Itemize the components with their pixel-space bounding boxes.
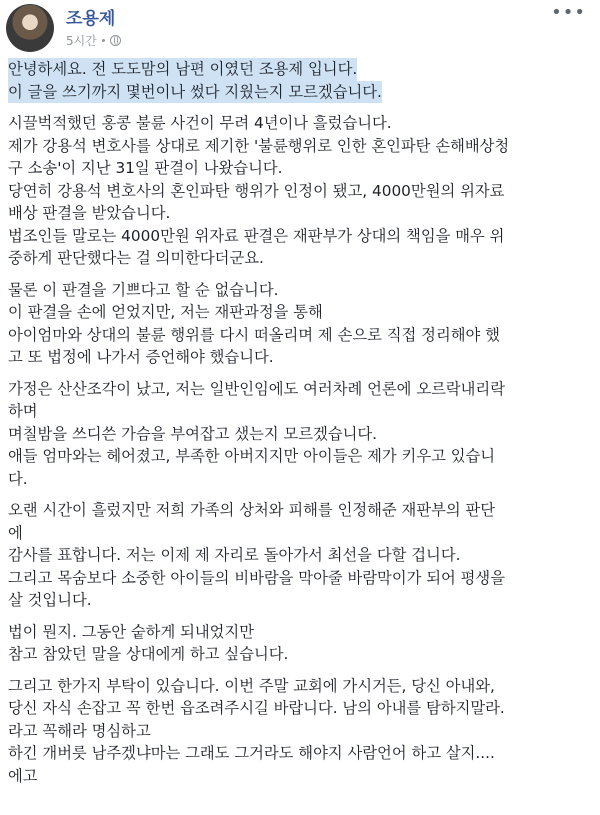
avatar[interactable] (6, 4, 54, 52)
post-text-line: 구 소송'이 지난 31일 판결이 나왔습니다. (8, 159, 283, 177)
post-text-line: 아이엄마와 상대의 불륜 행위를 다시 떠올리며 제 손으로 직접 정리해야 했 (8, 325, 500, 344)
post-text-line: 당신 자식 손잡고 꼭 한번 읍조려주시길 바랍니다. 남의 아내를 탐하지말라. (8, 699, 505, 717)
post-time[interactable]: 5시간 (66, 34, 97, 48)
post-text-line: 당연히 강용석 변호사의 혼인파탄 행위가 인정이 됐고, 4000만원의 위자료 (8, 181, 505, 200)
post-text-line: 시끌벅적했던 홍콩 불륜 사건이 무려 4년이나 흘렀습니다. (8, 114, 392, 132)
post-header (0, 0, 600, 56)
post-text-line: 애들 엄마와는 헤어졌고, 부족한 아버지지만 아이들은 제가 키우고 있습니 (8, 447, 496, 465)
post-text-line: 다. (8, 469, 28, 488)
post-text-line: 고 또 법정에 나가서 증언해야 했습니다. (8, 348, 274, 366)
post-paragraph (8, 58, 594, 103)
post-text-line: 하며 (8, 402, 38, 420)
globe-icon[interactable] (110, 35, 121, 46)
post-text-line: 이 판결을 손에 얻었지만, 저는 재판과정을 통해 (8, 303, 323, 321)
post-meta (66, 32, 121, 49)
post-text-line: 법이 뭔지. 그동안 숱하게 되내었지만 (8, 622, 254, 641)
post-text-line: 배상 판결을 받았습니다. (8, 204, 171, 222)
post-text-line: 오랜 시간이 흘렀지만 저희 가족의 상처와 피해를 인정해준 재판부의 판단 (8, 501, 496, 519)
post-text-line: 참고 참았던 말을 상대에게 하고 싶습니다. (8, 645, 289, 663)
post-paragraph (8, 378, 594, 491)
post-text-line: 감사를 표합니다. 저는 이제 제 자리로 돌아가서 최선을 다할 겁니다. (8, 546, 461, 564)
post-paragraph (8, 279, 594, 369)
post-text-line: 살 것입니다. (8, 591, 92, 609)
post-text-line: 그리고 한가지 부탁이 있습니다. 이번 주말 교회에 가시거든, 당신 아내와, (8, 676, 495, 695)
post-text-line: 이 글을 쓰기까지 몇번이나 썼다 지웠는지 모르겠습니다. (8, 81, 382, 104)
more-options-icon[interactable]: ••• (551, 2, 586, 23)
post-text-line: 중하게 판단했다는 걸 의미한다더군요. (8, 249, 264, 267)
post-text-line: 법조인들 말로는 4000만원 위자료 판결은 재판부가 상대의 책임을 매우 위 (8, 226, 505, 245)
post-paragraph (8, 112, 594, 270)
post-text-line: 제가 강용석 변호사를 상대로 제기한 '불륜행위로 인한 혼인파탄 손해배상청 (8, 136, 510, 155)
author-name[interactable]: 조용제 (66, 9, 116, 29)
post-text-line: 에고 (8, 766, 38, 785)
post-text-line: 라고 꼭해라 명심하고 (8, 721, 151, 740)
post-paragraph (8, 675, 594, 788)
post-text-line: 가정은 산산조각이 났고, 저는 일반인임에도 여러차례 언론에 오르락내리락 (8, 379, 505, 398)
post-text-line: 며칠밤을 쓰디쓴 가슴을 부여잡고 샜는지 모르겠습니다. (8, 424, 378, 443)
post-text-line: 그리고 목숨보다 소중한 아이들의 비바람을 막아줄 바람막이가 되어 평생을 (8, 568, 505, 587)
post-text-line: 물론 이 판결을 기쁘다고 할 순 없습니다. (8, 280, 279, 299)
post-text-line: 하긴 개버릇 남주겠냐마는 그래도 그거라도 해야지 사람언어 하고 살지.... (8, 744, 495, 762)
post-text-line: 안녕하세요. 전 도도맘의 남편 이였던 조용제 입니다. (8, 58, 357, 81)
post-body (8, 58, 594, 796)
post-paragraph (8, 621, 594, 666)
post-text-line: 에 (8, 523, 23, 542)
separator-dot (102, 39, 105, 42)
post-paragraph (8, 499, 594, 612)
